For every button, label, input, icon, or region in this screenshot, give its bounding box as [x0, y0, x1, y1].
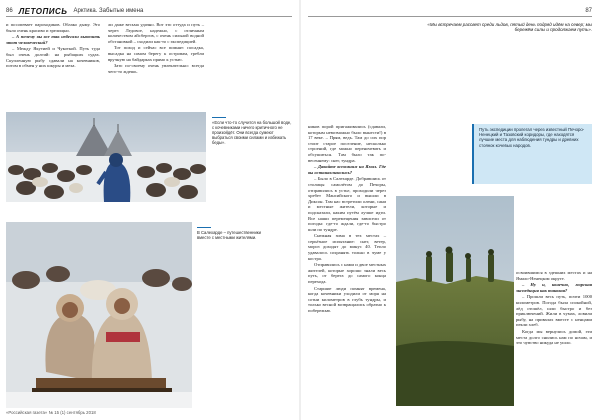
interview-question: – Ну и, конечно, морская экспедиция как таковая? [516, 282, 592, 293]
photo-caption-quote [212, 117, 292, 145]
paragraph: – Между Якутией и Чукоткой. Путь туда был очень долгий: на рыбацких судах. Скупленную рыбу сдавали на кочевников, потом в обмен у них шкуры и меха. [6, 46, 100, 69]
paragraph: освоившимся в здешних местах и на Ямало-Ненецком округе. [516, 270, 592, 281]
photo-illustration [396, 196, 514, 406]
info-sidebar-text: Путь экспедиции пролегал через известный Печоро-Ненецкий и Тазовский коридоры, где находятся лучшие места для наблюдения тундры и древних стоянок кочевых народов. [479, 127, 585, 148]
tundra-landscape-photo [396, 196, 514, 406]
running-head [585, 6, 592, 16]
interview-question: – А почему вы все так избегали вывозить этот человеческий? [6, 34, 100, 45]
paragraph: Когда мы вернулись домой, эти места долго снились нам по ночам, и это чувство никуда не ушло. [516, 328, 592, 346]
text-column-2 [108, 22, 204, 75]
paragraph: – Прошли весь путь, почти 1000 километров. Погода была спокойной, лёд отошёл, шли быстро и без приключений. Жили в чумах, ловили рыбу, на привалах вместе с ненцами пекли хлеб. [516, 294, 592, 328]
text-column-1 [6, 22, 100, 70]
header-rule [6, 16, 292, 17]
paragraph: и посопевает пароходиков. Облако дыму. Это было очень красиво и зрелищно. [6, 22, 100, 33]
info-sidebar [472, 124, 592, 184]
right-page [300, 0, 600, 420]
text-column-1 [308, 124, 386, 315]
section-title: ЛЕТОПИСЬ [18, 6, 68, 16]
text-column-2 [516, 270, 592, 347]
section-subtitle: Арктика. Забытые имена [73, 8, 144, 14]
family-on-sled-photo [6, 222, 192, 408]
paragraph: – Было в Салехарде. Добравшись от столицы самолётом до Печоры, отправились в устье, проходили через хребет Мансийского и вышли в Диксон. Там нас встретили олени, сани и местные жители, которые и подсказали, каким путём лучше идти. Все наши перемещения зависели от погоды: где-то ждали, где-то быстро шли по тундре. [308, 176, 386, 232]
photo-illustration [6, 222, 192, 408]
footer: «Российская газета» № 15 (1) сентябрь 2018 [6, 410, 96, 415]
pull-quote [416, 22, 592, 33]
interview-question: – Давайте вспомним на Ямал. Где вы останавливались? [308, 164, 386, 175]
photo-illustration [6, 112, 206, 202]
running-head [6, 6, 143, 16]
paragraph: Старшие люди помнят времена, когда кочевники уходили от моря на сотни километров в глубь тундры, и только весной возвращались обратно к побережью. [308, 285, 386, 313]
page-number: 86 [6, 8, 13, 14]
photo-caption [197, 227, 263, 240]
pull-quote-text: «Мы встречаем рассвет среди льдов, пятый день подряд идём на север; мы бережём силы и продолжаем путь». [427, 22, 592, 33]
paragraph: ников порой пригаживались (сдавали, которым невозможно было вынести!) в 17 веке. – Прям, ведь. Там до сих пор стоит старое поселение, несколько строений, где можно переночевать и обсушиться. Там было так по-весеннему: снег, тундра. [308, 124, 386, 163]
caption-text: «Если что-то случится на большой воде, с кочевниками ничего критичного не произойдёт. Они всегда сумеют выбраться своими силами и избежать беды». [212, 120, 292, 145]
paragraph: Снежная зима в тех местах – серьёзное испытание: снег, ветер, мороз доходят до минус 40. Тепло удавалось сохранять только в чуме у костра. [308, 233, 386, 261]
paragraph: Зато по-своему очень увлекательно: всегда чего-то ждешь. [108, 63, 204, 74]
header-rule [308, 16, 592, 17]
caption-text: В Салехарде – путешественники вместе с местными жителями. [197, 230, 261, 240]
paragraph: Тот поход и сейчас все помнят: посадка, высадка на самом берегу к островам, гребли вручную на байдарках прямо к устью. [108, 45, 204, 62]
paragraph: Отправились с нами и двое местных жителей, которые хорошо знали весь путь, от берега до самого конца перехода. [308, 262, 386, 285]
page-number: 87 [585, 8, 592, 14]
reindeer-herd-photo [6, 112, 206, 202]
paragraph: ли даже весьма удачно. Вот это оттуда и путь – через Ледовое, надежно, с отличным количеством айсбергов, с очень сильной водной обстановкой – сходили как-то с экспедицией. [108, 22, 204, 44]
